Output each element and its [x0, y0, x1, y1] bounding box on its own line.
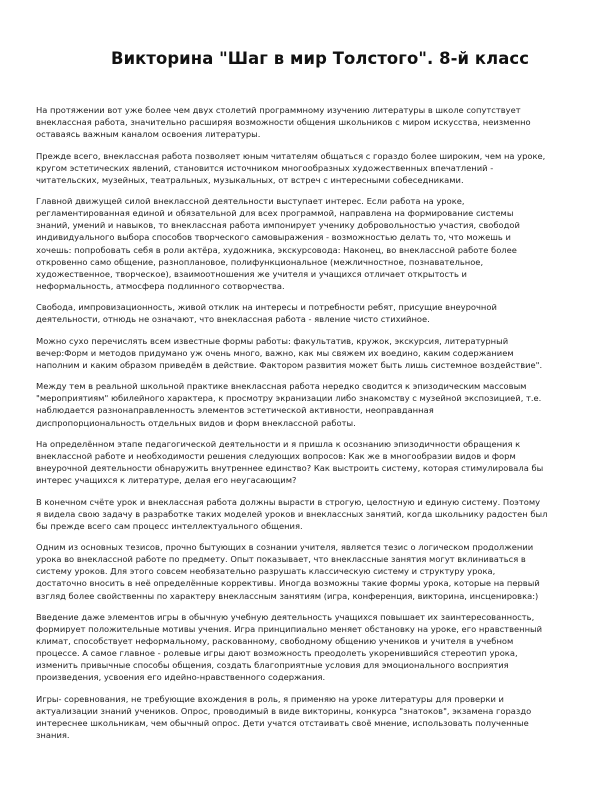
paragraph-line: диспропорциональность отдельных видов и форм внеклассной работы. [36, 417, 356, 428]
paragraph-line: читательских, музейных, театральных, музыкальных, от встреч с интересными собеседниками. [36, 174, 464, 185]
paragraph-line: Между тем в реальной школьной практике внеклассная работа нередко сводится к эпизодическим массовым [36, 381, 527, 392]
paragraph-line: формирует положительные мотивы учения. Игра принципиально меняет обстановку на уроке, его нравственный [36, 624, 543, 635]
paragraph-line: Одним из основных тезисов, прочно бытующих в сознании учителя, является тезис о логическом продолжении [36, 542, 534, 553]
body-paragraph [36, 195, 578, 292]
paragraph-line: климат, способствует неформальному, раскованному, свободному общению учеников и учителя в учебном [36, 636, 514, 647]
paragraph-line: Игры- соревнования, не требующие вхождения в роль, я применяю на уроке литературы для проверки и [36, 693, 504, 704]
document-body [36, 104, 578, 741]
paragraph-line: я видела свою задачу в разработке таких моделей уроков и внеклассных занятий, когда школьнику радостен был [36, 508, 548, 519]
document-page [36, 0, 578, 750]
paragraph-line: внеклассной работе и необходимости решения следующих вопросов: Как же в многообразии видов и форм [36, 451, 516, 462]
paragraph-line: достаточно вносить в неё определённые коррективы. Иногда возможны такие формы урока, которые на первый [36, 578, 540, 589]
paragraph-line: Свобода, импровизационность, живой отклик на интересы и потребности ребят, присущие внеурочной [36, 302, 497, 313]
body-paragraph [36, 104, 578, 140]
paragraph-line: индивидуального выбора способов творческого самовыражения - возможностью делать то, что можешь и [36, 232, 511, 243]
paragraph-line: изменить привычные способы общения, создать благоприятные условия для эмоционального восприятия [36, 660, 509, 671]
paragraph-line: взгляд более свойственны по характеру внеклассным занятиям (игра, конференция, викторина, инсценировка:) [36, 590, 539, 601]
paragraph-line: систему уроков. Для этого совсем необязательно разрушать классическую систему и структуру урока, [36, 566, 496, 577]
body-paragraph [36, 611, 578, 684]
paragraph-line: неформальность, атмосфера подлинного сотворчества. [36, 280, 285, 291]
paragraph-line: наблюдается разнонаправленность элементов эстетической активности, неоправданная [36, 405, 434, 416]
body-paragraph [36, 541, 578, 601]
body-paragraph [36, 438, 578, 486]
body-paragraph [36, 335, 578, 371]
body-paragraph [36, 301, 578, 325]
paragraph-line: откровенно само общение, разноплановое, полифункциональное (межличностное, познавательное, [36, 256, 484, 267]
paragraph-line: На протяжении вот уже более чем двух столетий программному изучению литературы в школе сопутствует [36, 105, 521, 115]
paragraph-line: Прежде всего, внеклассная работа позволяет юным читателям общаться с гораздо более широким, чем на уроке, [36, 150, 546, 161]
paragraph-line: процессе. А самое главное - ролевые игры дают возможность преодолеть укоренившийся стереотип урока, [36, 648, 518, 659]
paragraph-line: Главной движущей силой внеклассной деятельности выступает интерес. Если работа на уроке, [36, 196, 465, 207]
body-paragraph [36, 380, 578, 428]
paragraph-line: наполним и каким образом приведём в действие. Фактором развития может быть лишь системное воздействие". [36, 359, 543, 370]
body-paragraph [36, 496, 578, 532]
paragraph-line: бы прежде всего сам процесс интеллектуального общения. [36, 520, 303, 531]
paragraph-line: внеклассная работа, значительно расширяя возможности общения школьников с миром искусства, неизменно [36, 117, 531, 128]
paragraph-line: актуализации знаний учеников. Опрос, проводимый в виде викторины, конкурса "знатоков", экзамена гораздо [36, 705, 532, 716]
paragraph-line: интереснее школьникам, чем обычный опрос. Дети учатся отстаивать своё мнение, использовать полученные [36, 718, 529, 728]
paragraph-line: знания. [36, 730, 70, 741]
paragraph-line: На определённом этапе педагогической деятельности и я пришла к осознанию эпизодичности обращения к [36, 438, 521, 449]
paragraph-line: интерес учащихся к литературе, делая его неугасающим? [36, 475, 297, 486]
paragraph-line: хочешь: попробовать себя в роли актёра, художника, экскурсовода: Наконец, во внеклассной работе более [36, 244, 517, 255]
paragraph-line: знаний, умений и навыков, то внеклассная работа импонирует ученику добровольностью участия, свободой [36, 220, 520, 231]
paragraph-line: кругом эстетических явлений, становится источником многообразных художественных впечатлений - [36, 162, 494, 173]
paragraph-line: Введение даже элементов игры в обычную учебную деятельность учащихся повышает их заинтересованность, [36, 611, 535, 622]
body-paragraph [36, 693, 578, 741]
paragraph-line: внеурочной деятельности обнаружить внутреннее единство? Как выстроить систему, которая стимулировала бы [36, 463, 544, 474]
paragraph-line: "мероприятиям" юбилейного характера, к просмотру экранизации либо знакомству с музейной экспозицией, т.е. [36, 393, 542, 404]
paragraph-line: вечер:Форм и методов придумано уж очень много, важно, как мы свяжем их воедино, каким содержанием [36, 347, 514, 358]
document-title: Викторина "Шаг в мир Толстого". 8-й класс [110, 49, 530, 68]
paragraph-line: урока во внеклассной работе по предмету. Опыт показывает, что внеклассные занятия могут вклиниваться в [36, 554, 526, 565]
paragraph-line: деятельности, отнюдь не означают, что внеклассная работа - явление чисто стихийное. [36, 314, 430, 325]
paragraph-line: регламентированная единой и обязательной для всех программой, направлена на формирование системы [36, 208, 514, 219]
paragraph-line: художественное, творческое), взаимоотношения же учителя и учащихся отличает открытость и [36, 268, 467, 279]
paragraph-line: произведения, усвоения его идейно-нравственного содержания. [36, 672, 326, 683]
paragraph-line: В конечном счёте урок и внеклассная работа должны вырасти в строгую, целостную и единую систему. Поэтому [36, 496, 541, 507]
paragraph-line: Можно сухо перечислять всем известные формы работы: факультатив, кружок, экскурсия, литературный [36, 335, 509, 346]
body-paragraph [36, 150, 578, 186]
paragraph-line: оставаясь важным каналом освоения литературы. [36, 129, 261, 140]
